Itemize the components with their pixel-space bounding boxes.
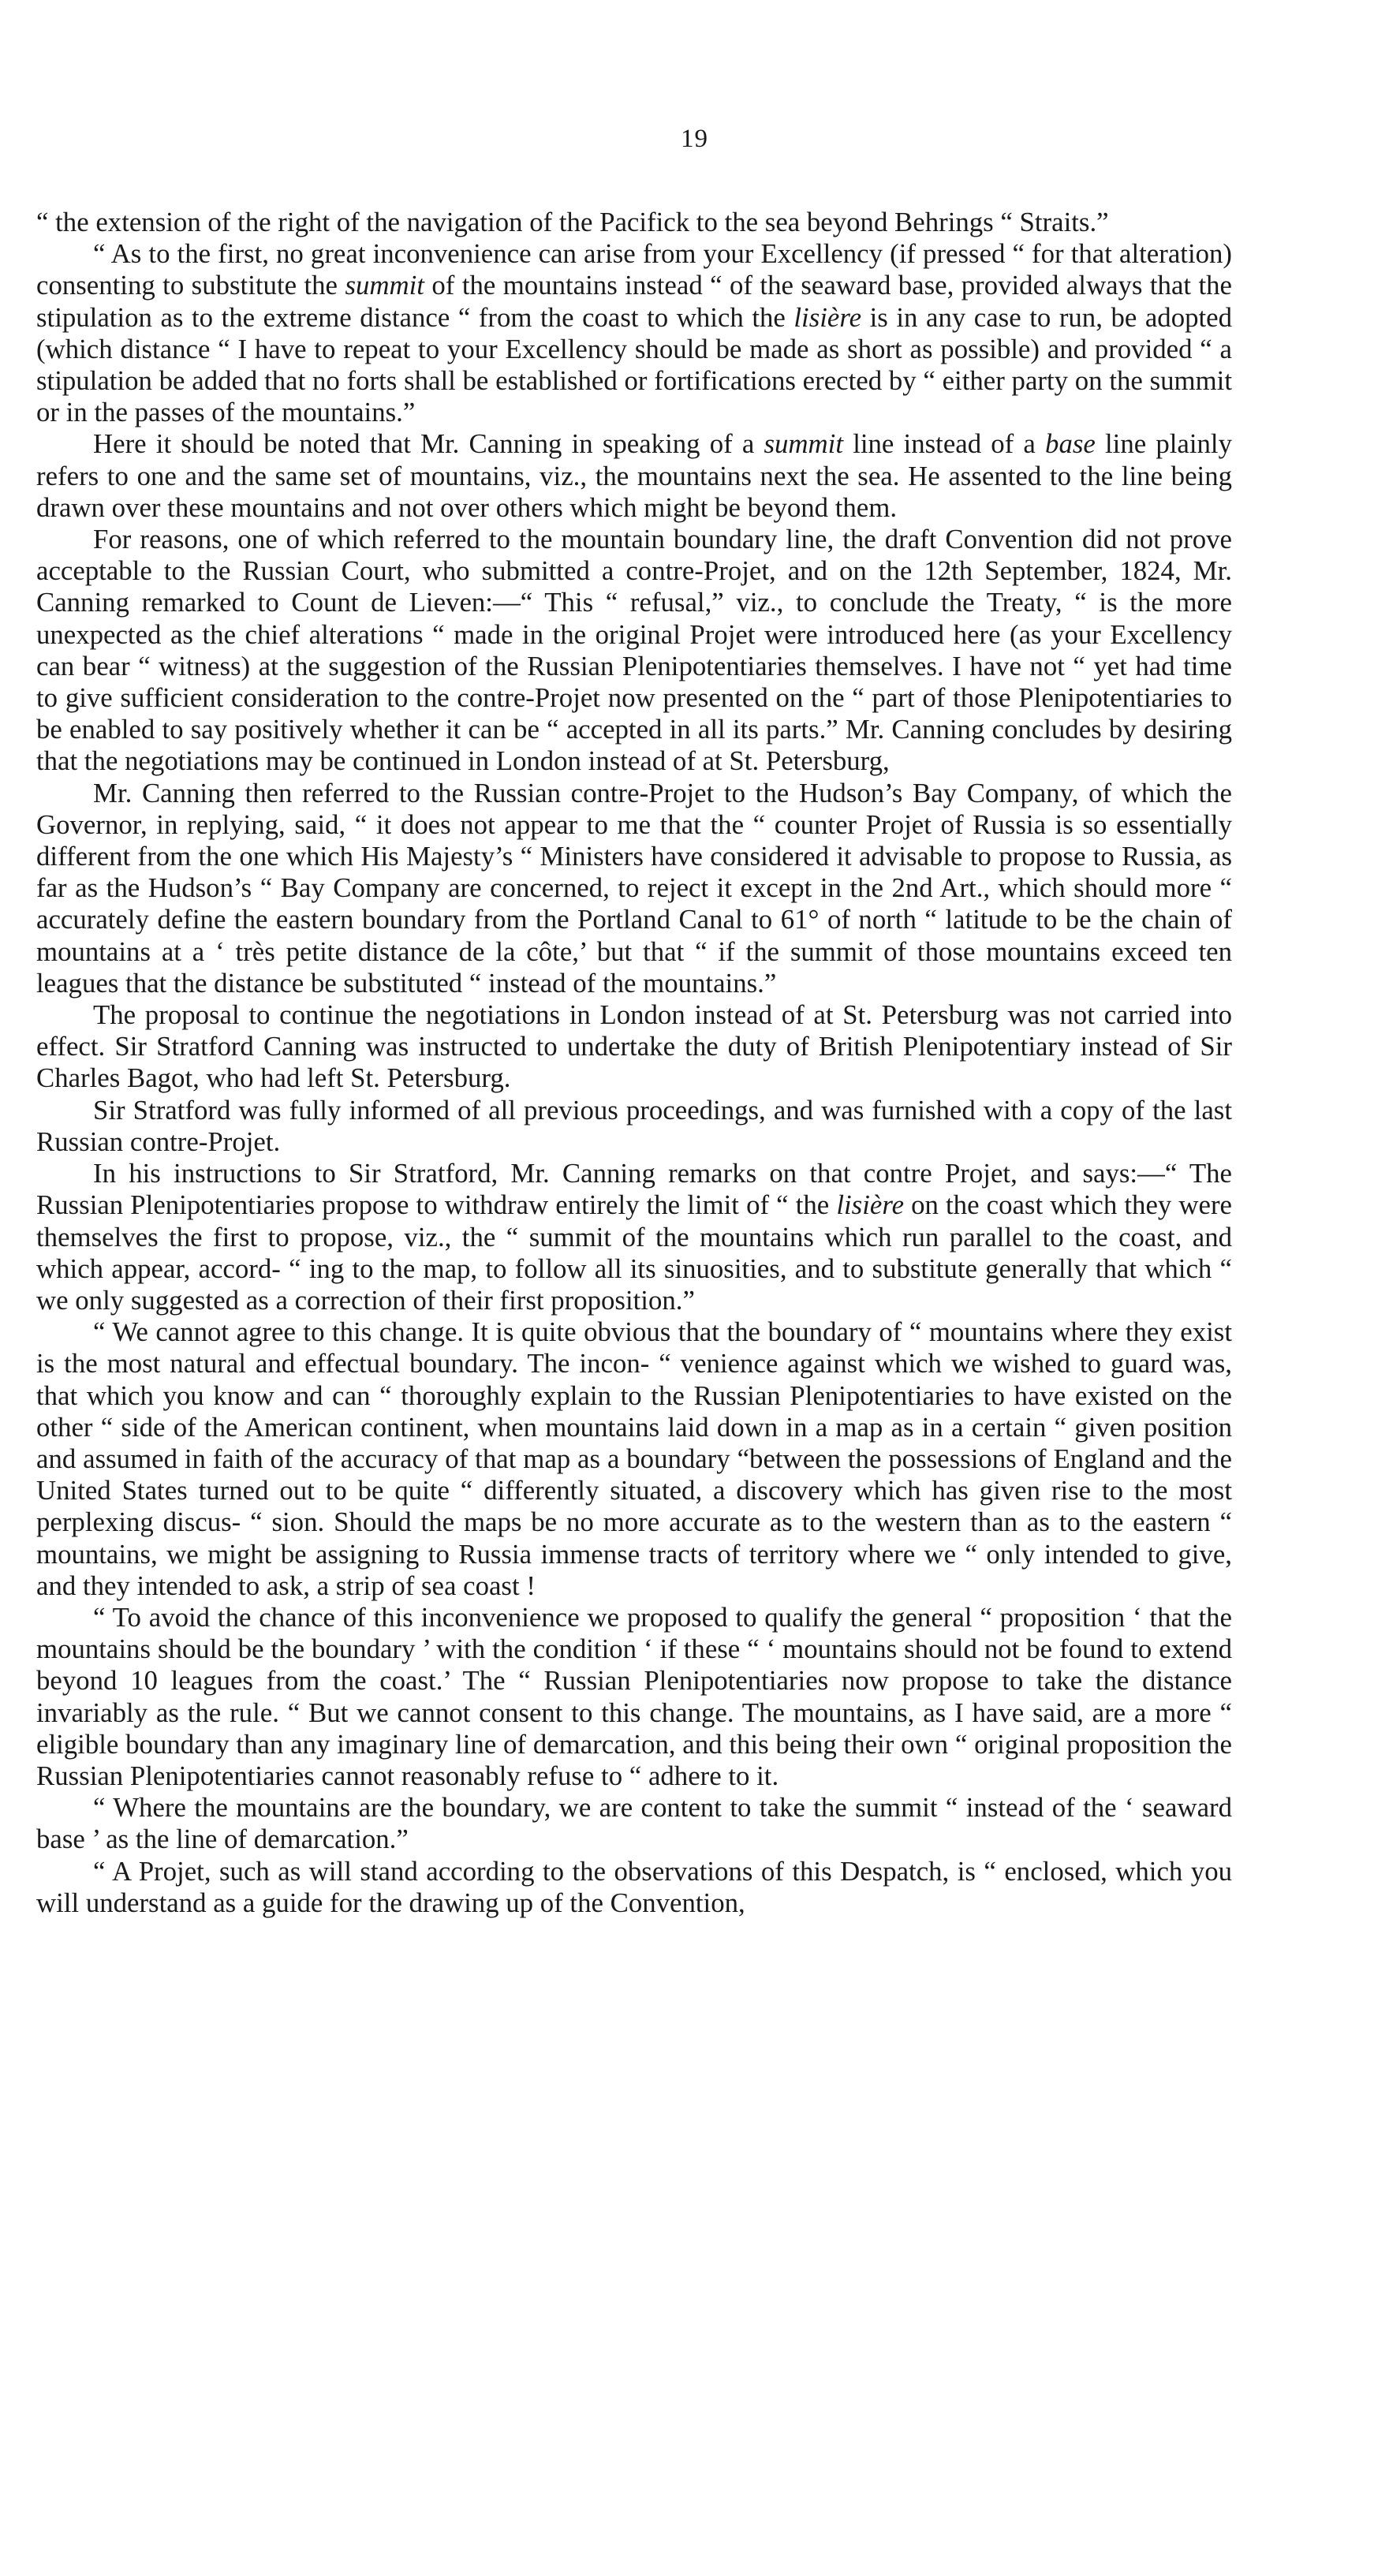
paragraph (36, 428, 1232, 524)
italic-text: base (1045, 428, 1096, 460)
paragraph (36, 1158, 1232, 1316)
text-run: Sir Stratford was fully informed of all previous proceedings, and was furnished with a copy of the last Russian contre-Projet. (36, 1094, 1232, 1157)
text-run: The proposal to continue the negotiations in London instead of at St. Petersburg was not carried into effect. Sir Stratford Canning was instructed to undertake the duty of British Plenipotentiary instead of Sir Charles Bagot, who had left St. Petersburg. (36, 999, 1232, 1094)
paragraph (36, 999, 1232, 1095)
text-run: For reasons, one of which referred to the mountain boundary line, the draft Convention did not prove acceptable to the Russian Court, who submitted a contre-Projet, and on the 12th September, 1824, Mr. Canning remarked to Count de Lieven:—“ This “ refusal,” viz., to conclude the Treaty, “ is the more unexpected as the chief alterations “ made in the original Projet were introduced here (as your Excellency can bear “ witness) at the suggestion of the Russian Plenipotentiaries themselves. I have not “ yet had time to give sufficient consideration to the contre-Projet now presented on the “ part of those Plenipotentiaries to be enabled to say positively whether it can be “ accepted in all its parts.” Mr. Canning concludes by desiring that the negotiations may be continued in London instead of at St. Petersburg, (36, 524, 1232, 777)
text-run: “ A Projet, such as will stand according to the observations of this Despatch, is “ enclosed, which you will understand as a guide for the drawing up of the Convention, (36, 1855, 1232, 1918)
text-run: Mr. Canning then referred to the Russian contre-Projet to the Hudson’s Bay Company, of which the Governor, in replying, said, “ it does not appear to me that the “ counter Projet of Russia is so essentially different from the one which His Majesty’s “ Ministers have considered it advisable to propose to Russia, as far as the Hudson’s “ Bay Company are concerned, to reject it except in the 2nd Art., which should more “ accurately define the eastern boundary from the Portland Canal to 61° of north “ latitude to be the chain of mountains at a ‘ très petite distance de la côte,’ but that “ if the summit of those mountains exceed ten leagues that the distance be substituted “ instead of the mountains.” (36, 777, 1232, 999)
paragraph (36, 524, 1232, 778)
paragraph (36, 1316, 1232, 1602)
text-run: line plainly refers to one and the same set of mountains, viz., the mountains next the sea. He assented to the line being drawn over these mountains and not over others which might be beyond them. (36, 428, 1232, 523)
text-run: “ As to the first, no great inconvenience can arise from your Excellency (if pressed “ for that alteration) consenting to substitute the (36, 238, 1232, 301)
text-run: on the coast which they were themselves the first to propose, viz., the “ summit of the mountains which run parallel to the coast, and which appear, accord- “ ing to the map, to follow all its sinuosities, and to substitute generally that which “ we only suggested as a correction of their first proposition.” (36, 1189, 1232, 1316)
paragraph (36, 1602, 1232, 1792)
text-run: “ Where the mountains are the boundary, we are content to take the summit “ instead of the ‘ seaward base ’ as the line of demarcation.” (36, 1792, 1232, 1855)
paragraph (36, 1095, 1232, 1158)
paragraph (36, 778, 1232, 999)
body-text (36, 207, 1232, 1919)
text-run: “ the extension of the right of the navigation of the Pacifick to the sea beyond Behrings “ Straits.” (36, 207, 1109, 237)
italic-text: summit (764, 428, 844, 460)
text-run: “ We cannot agree to this change. It is quite obvious that the boundary of “ mountains where they exist is the most natural and effectual boundary. The incon- “ venience against which we wished to guard was, that which you know and can “ thoroughly explain to the Russian Plenipotentiaries to have existed on the other “ side of the American continent, when mountains laid down in a map as in a certain “ given position and assumed in faith of the accuracy of that map as a boundary “between the possessions of England and the United States turned out to be quite “ differently situated, a discovery which has given rise to the most perplexing discus- “ sion. Should the maps be no more accurate as to the western than as to the eastern “ mountains, we might be assigning to Russia immense tracts of territory where we “ only intended to give, and they intended to ask, a strip of sea coast ! (36, 1316, 1232, 1601)
page-number: 19 (681, 125, 708, 153)
text-run: line instead of a (843, 428, 1046, 460)
paragraph (36, 1792, 1232, 1855)
paragraph (36, 1856, 1232, 1919)
text-run: of the mountains instead “ of the seaward base, provided always that the stipulation as to the extreme distance “ from the coast to which the (36, 270, 1232, 333)
italic-text: lisière (836, 1189, 905, 1221)
paragraph (36, 207, 1232, 238)
italic-text: summit (345, 270, 424, 301)
text-run: “ To avoid the chance of this inconvenience we proposed to qualify the general “ proposition ‘ that the mountains should be the boundary ’ with the condition ‘ if these “ ‘ mountains should not be found to extend beyond 10 leagues from the coast.’ The “ Russian Plenipotentiaries now propose to take the distance invariably as the rule. “ But we cannot consent to this change. The mountains, as I have said, are a more “ eligible boundary than any imaginary line of demarcation, and this being their own “ original proposition the Russian Plenipotentiaries cannot reasonably refuse to “ adhere to it. (36, 1601, 1232, 1791)
italic-text: lisière (793, 301, 862, 333)
paragraph (36, 238, 1232, 428)
text-run: Here it should be noted that Mr. Canning in speaking of a (93, 428, 764, 460)
text-run: In his instructions to Sir Stratford, Mr. Canning remarks on that contre Projet, and says:—“ The Russian Plenipotentiaries propose to withdraw entirely the limit of “ the (36, 1158, 1232, 1221)
text-run: is in any case to run, be adopted (which distance “ I have to repeat to your Excellency should be made as short as possible) and provided “ a stipulation be added that no forts shall be established or fortifications erected by “ either party on the summit or in the passes of the mountains.” (36, 301, 1232, 428)
